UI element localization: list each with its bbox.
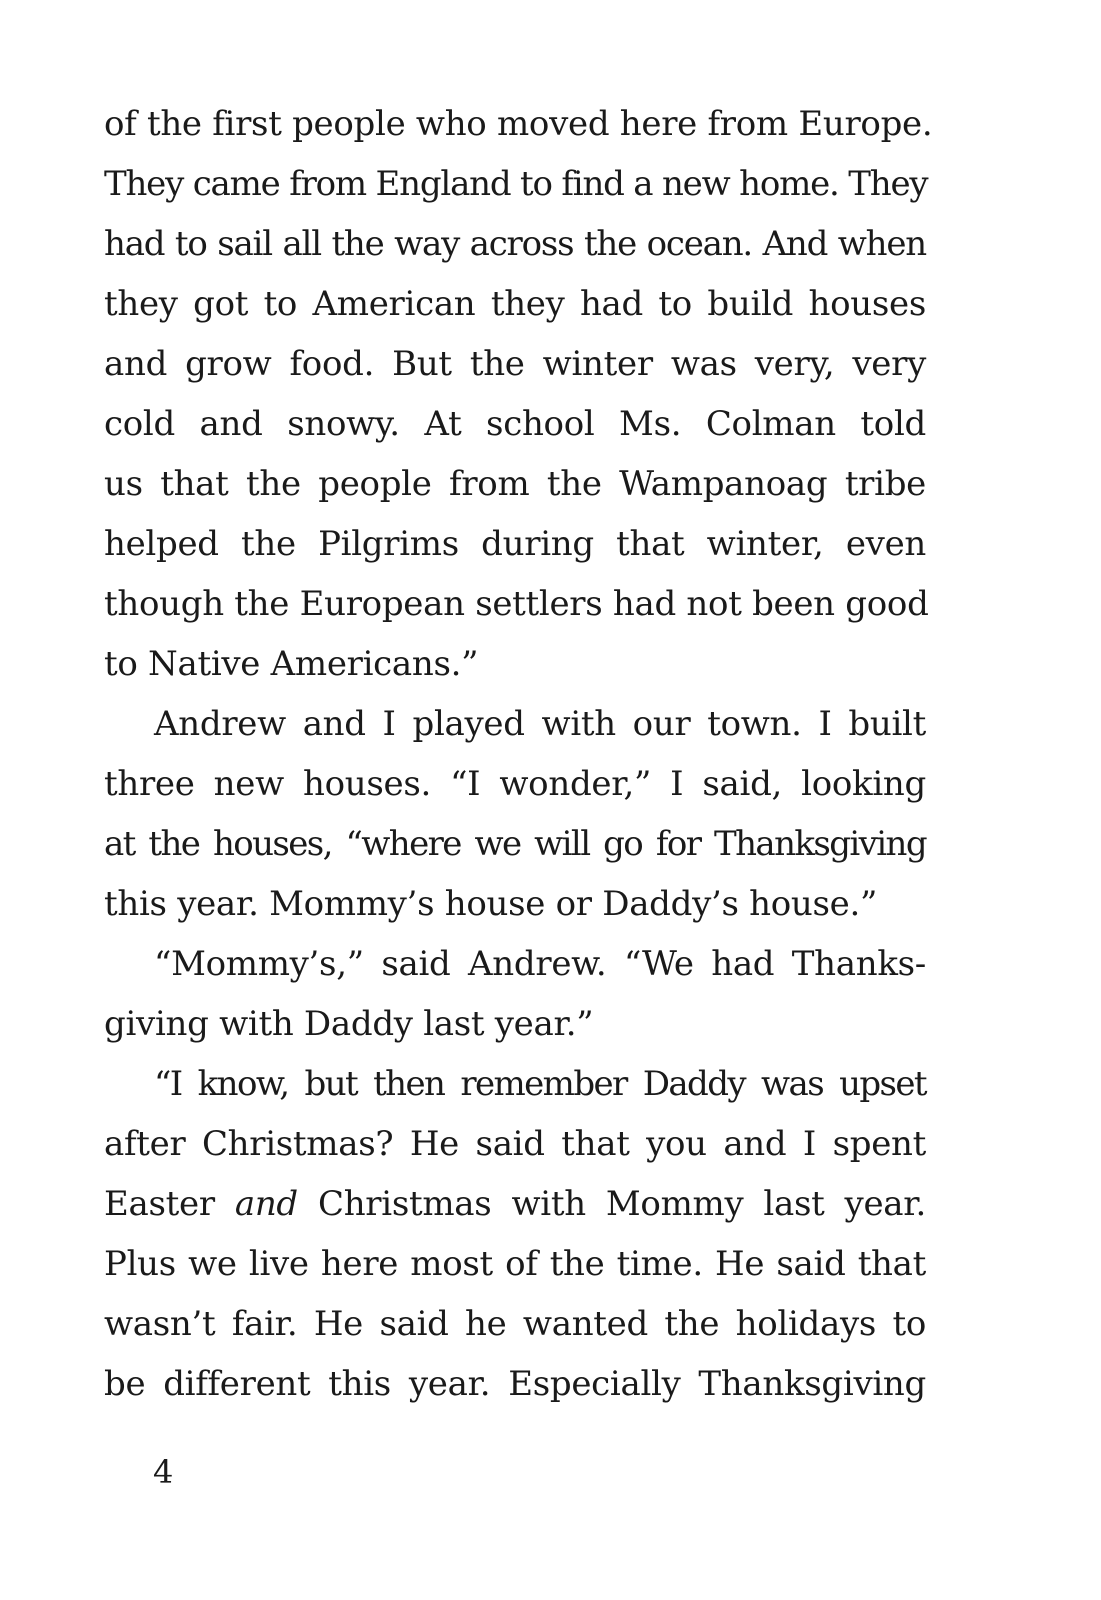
- emphasis-word: and: [234, 1184, 298, 1224]
- paragraph-start-line: “I know, but then remember Daddy was upset: [154, 1064, 926, 1104]
- text-line: wasn’t fair. He said he wanted the holidays to: [104, 1304, 926, 1344]
- text-line: though the European settlers had not been good: [104, 584, 929, 624]
- paragraph-start-line: “Mommy’s,” said Andrew. “We had Thanks-: [154, 944, 926, 984]
- paragraph-end-line: to Native Americans.”: [104, 644, 479, 684]
- paragraph-start-line: Andrew and I played with our town. I built: [154, 704, 926, 744]
- text-line: they got to American they had to build houses: [104, 284, 926, 324]
- text-line: cold and snowy. At school Ms. Colman told: [104, 404, 926, 444]
- text-line: They came from England to find a new home. They: [104, 164, 928, 204]
- text-line: at the houses, “where we will go for Thanksgiving: [104, 824, 926, 864]
- text-line: Plus we live here most of the time. He said that: [104, 1244, 926, 1284]
- text-line: after Christmas? He said that you and I spent: [104, 1124, 926, 1164]
- text-line: had to sail all the way across the ocean. And when: [104, 224, 926, 264]
- text-line: helped the Pilgrims during that winter, even: [104, 524, 926, 564]
- text-fragment: Easter: [104, 1184, 215, 1224]
- body-text: [104, 94, 933, 1414]
- text-line: us that the people from the Wampanoag tribe: [104, 464, 926, 504]
- paragraph-end-line: this year. Mommy’s house or Daddy’s house.”: [104, 884, 878, 924]
- text-line: and grow food. But the winter was very, very: [104, 344, 926, 384]
- text-line: be different this year. Especially Thanksgiving: [104, 1364, 926, 1404]
- paragraph-end-line: giving with Daddy last year.”: [104, 1004, 594, 1044]
- text-line: three new houses. “I wonder,” I said, looking: [104, 764, 926, 804]
- page-number: 4: [153, 1453, 174, 1491]
- text-fragment: Christmas with Mommy last year.: [317, 1184, 926, 1224]
- text-line: of the first people who moved here from Europe.: [104, 104, 933, 144]
- text-line-with-emphasis: [104, 1174, 926, 1234]
